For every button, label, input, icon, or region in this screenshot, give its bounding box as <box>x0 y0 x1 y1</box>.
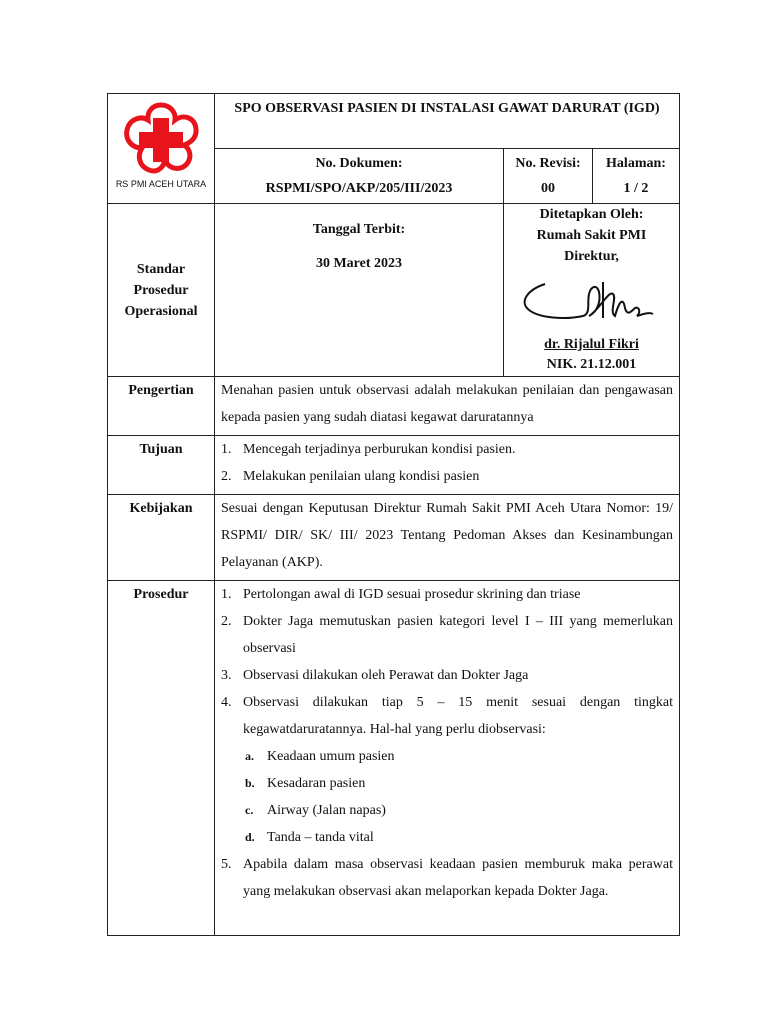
tujuan-label: Tujuan <box>108 436 215 495</box>
list-item: 2. Dokter Jaga memutuskan pasien kategori level I – III yang memerlukan observasi <box>221 614 673 656</box>
pengertian-label: Pengertian <box>108 377 215 436</box>
issue-date-cell <box>215 204 504 377</box>
page-label: Halaman: <box>606 156 666 171</box>
list-item: 5. Apabila dalam masa observasi keadaan pasien memburuk maka perawat yang melakukan observasi akan melaporkan kepada Dokter Jaga. <box>221 857 673 899</box>
red-cross-flower-icon <box>120 100 202 176</box>
revision-cell <box>504 149 593 204</box>
spo-table <box>107 93 680 936</box>
spo-label-cell <box>108 204 215 377</box>
issue-date-label: Tanggal Terbit: <box>312 222 406 237</box>
approval-line-2: Rumah Sakit PMI <box>536 228 647 243</box>
list-item: 1. Pertolongan awal di IGD sesuai prosedur skrining dan triase <box>221 587 581 602</box>
spo-label-line-3: Operasional <box>124 303 198 319</box>
signer-name: dr. Rijalul Fikri <box>544 337 639 352</box>
prosedur-content <box>215 581 680 936</box>
logo-cell <box>108 94 215 204</box>
revision-value: 00 <box>541 181 555 196</box>
pengertian-text: Menahan pasien untuk observasi adalah melakukan penilaian dan pengawasan kepada pasien yang sudah diatasi kegawat daruratannya <box>215 377 680 436</box>
list-item: 1. Mencegah terjadinya perburukan kondisi pasien. <box>221 442 516 457</box>
page-value: 1 / 2 <box>623 181 649 196</box>
list-item: 2. Melakukan penilaian ulang kondisi pasien <box>221 469 480 484</box>
page-cell <box>593 149 680 204</box>
document-title: SPO OBSERVASI PASIEN DI INSTALASI GAWAT DARURAT (IGD) <box>215 94 680 149</box>
list-item: 4. Observasi dilakukan tiap 5 – 15 menit sesuai dengan tingkat kegawatdaruratannya. Hal-hal yang perlu diobservasi: <box>221 695 673 737</box>
spo-label-line-2: Prosedur <box>133 282 189 298</box>
approval-cell <box>504 204 680 377</box>
kebijakan-text: Sesuai dengan Keputusan Direktur Rumah Sakit PMI Aceh Utara Nomor: 19/ RSPMI/ DIR/ SK/ III/ 2023 Tentang Pedoman Akses dan Kesinambungan Pelayanan (AKP). <box>215 495 680 581</box>
sub-list-item: d. Tanda – tanda vital <box>245 830 374 845</box>
approval-line-1: Ditetapkan Oleh: <box>539 207 644 222</box>
spo-label-line-1: Standar <box>136 261 186 277</box>
doc-number-label: No. Dokumen: <box>315 156 403 171</box>
list-item: 3. Observasi dilakukan oleh Perawat dan Dokter Jaga <box>221 668 529 683</box>
sub-list-item: c. Airway (Jalan napas) <box>245 803 386 818</box>
revision-label: No. Revisi: <box>515 156 581 171</box>
issue-date-value: 30 Maret 2023 <box>315 256 403 271</box>
logo-caption: RS PMI ACEH UTARA <box>115 179 207 189</box>
signer-nik: NIK. 21.12.001 <box>546 357 637 372</box>
tujuan-content <box>215 436 680 495</box>
rs-pmi-logo <box>108 94 214 202</box>
spo-document <box>107 93 679 936</box>
sub-list-item: b. Kesadaran pasien <box>245 776 366 791</box>
approval-line-3: Direktur, <box>564 249 619 264</box>
prosedur-label: Prosedur <box>108 581 215 936</box>
director-signature <box>517 272 667 332</box>
sub-list-item: a. Keadaan umum pasien <box>245 749 395 764</box>
doc-number-cell <box>215 149 504 204</box>
doc-number-value: RSPMI/SPO/AKP/205/III/2023 <box>265 181 453 196</box>
kebijakan-label: Kebijakan <box>108 495 215 581</box>
